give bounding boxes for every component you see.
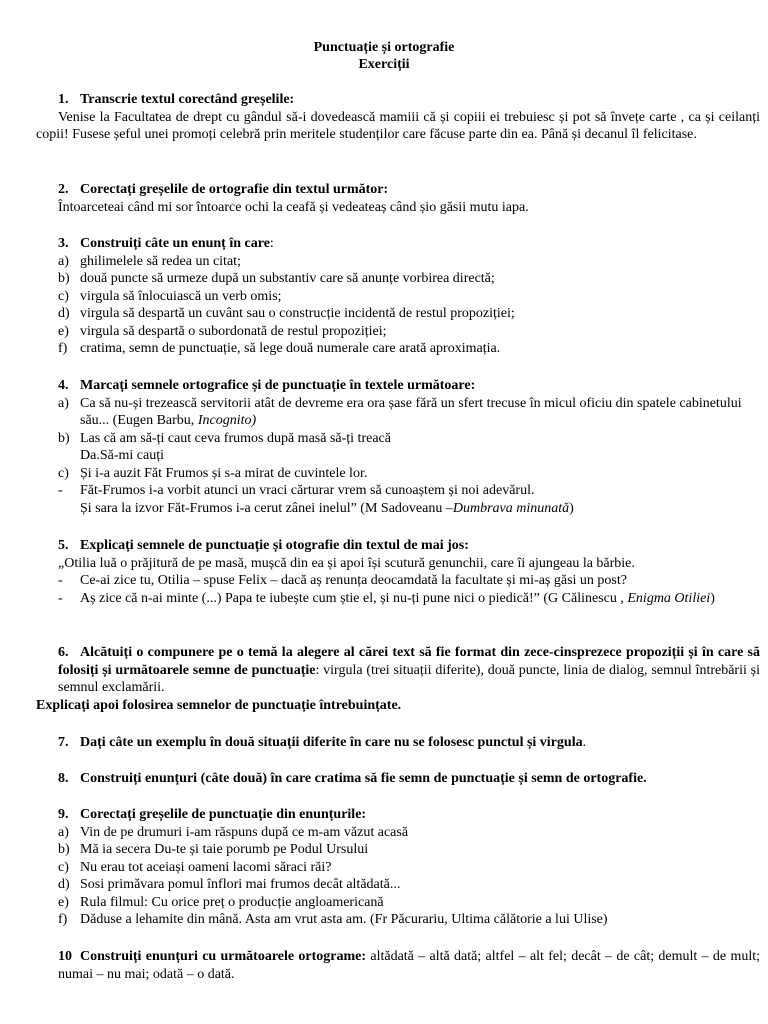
exercise-10-number: 10 xyxy=(58,949,72,964)
title-line-1: Punctuație și ortografie xyxy=(313,40,455,55)
list-text xyxy=(80,482,760,517)
exercise-2-heading xyxy=(58,181,760,199)
exercise-5-number: 5. xyxy=(58,538,69,553)
exercise-3-list xyxy=(58,253,760,358)
exercise-7-number: 7. xyxy=(58,735,69,750)
exercise-1-heading xyxy=(58,91,760,109)
exercise-6-line-2: Explicați apoi folosirea semnelor de punctuație întrebuințate. xyxy=(36,697,402,713)
list-item xyxy=(58,824,760,842)
exercise-8-heading-text: Construiți enunțuri (câte două) în care cratima să fie semn de punctuație și semn de ortografie. xyxy=(80,771,647,786)
exercise-4-number: 4. xyxy=(58,378,69,393)
list-item xyxy=(58,572,760,590)
quote-line: Da.Să-mi cauți xyxy=(80,448,164,463)
list-text: Rula filmul: Cu orice preț o producție angloamericană xyxy=(80,894,384,910)
list-text: Ce-ai zice tu, Otilia – spuse Felix – dacă aș renunța deocamdată la facultate și mi-aș găsi un post? xyxy=(80,573,627,588)
list-text: virgula să despartă un cuvânt sau o construcție incidentă de restul propoziției; xyxy=(80,306,515,321)
list-marker: b) xyxy=(58,271,70,286)
list-marker: a) xyxy=(58,395,69,411)
exercise-8-number: 8. xyxy=(58,771,69,786)
exercise-7-text xyxy=(58,734,760,752)
exercise-3 xyxy=(58,235,760,358)
list-text: Mă ia secera Du-te și taie porumb pe Podul Ursului xyxy=(80,842,369,857)
exercise-5-heading-text: Explicați semnele de punctuație și otografie din textul de mai jos: xyxy=(80,538,469,553)
list-marker: d) xyxy=(58,306,70,321)
exercise-10-rest: altădată – altă dată; altfel – alt fel; decât – de cât; demult – de mult; numai – nu mai; odată – o dată. xyxy=(58,949,761,982)
quote-line: Făt-Frumos i-a vorbit atunci un vraci cărturar vrem să cunoaștem și noi adevărul. xyxy=(80,483,535,498)
list-marker: c) xyxy=(58,859,69,875)
list-item xyxy=(58,876,760,894)
exercise-9-number: 9. xyxy=(58,807,69,822)
exercise-6-heading-text: Alcătuiți o compunere pe o temă la alegere al cărei text să fie format din zece-cinsprezece propoziții și în care să folosiți și următoarele semne de punctuație xyxy=(58,645,760,678)
list-item xyxy=(58,323,760,341)
exercise-8 xyxy=(58,770,760,788)
exercise-3-colon: : xyxy=(269,236,274,251)
list-item xyxy=(58,465,760,483)
document-title xyxy=(0,39,768,73)
exercise-6-number: 6. xyxy=(58,645,69,660)
list-marker: - xyxy=(58,483,63,498)
exercise-4-heading xyxy=(58,377,760,395)
list-text: Vin de pe drumuri i-am răspuns după ce m-am văzut acasă xyxy=(80,824,409,840)
exercise-3-heading xyxy=(58,235,760,253)
list-text xyxy=(80,430,760,465)
exercise-10-text xyxy=(58,948,760,983)
exercise-6 xyxy=(36,644,761,714)
exercise-1 xyxy=(36,91,760,144)
exercise-5-heading xyxy=(58,537,760,555)
quote-line: Și sara la izvor Făt-Frumos i-a cerut zânei inelul” (M Sadoveanu – xyxy=(80,500,453,516)
list-marker: - xyxy=(58,590,63,606)
title-line-2: Exerciții xyxy=(358,57,410,72)
exercise-7-heading-text: Dați câte un exemplu în două situații diferite în care nu se folosesc punctul și virgula xyxy=(80,735,583,750)
list-item xyxy=(58,894,760,912)
exercise-2-text: Întoarceteai când mi sor întoarce ochi la ceafă și vedeateaș când șio găsii mutu iapa. xyxy=(58,199,529,215)
exercise-1-heading-text: Transcrie textul corectând greșelile: xyxy=(80,92,295,107)
exercise-7-heading xyxy=(58,735,583,750)
exercise-4 xyxy=(58,377,760,517)
list-marker: d) xyxy=(58,877,70,892)
list-text: Sosi primăvara pomul înflori mai frumos decât altădată... xyxy=(80,877,401,892)
list-marker: a) xyxy=(58,253,69,269)
exercise-9-heading-text: Corectați greșelile de punctuație din enunțurile: xyxy=(80,807,367,822)
list-marker: a) xyxy=(58,824,69,840)
exercise-7 xyxy=(58,734,760,752)
list-text: ghilimelele să redea un citat; xyxy=(80,253,241,269)
quote-source: Dumbrava minunată xyxy=(452,500,570,516)
quote-text: Aș zice că n-ai minte (...) Papa te iubește cum știe el, și nu-ți pune nici o piedică!” (G Călinescu , xyxy=(80,590,628,606)
list-marker: f) xyxy=(58,341,68,356)
list-item xyxy=(58,841,760,859)
exercise-9-list xyxy=(58,824,760,929)
list-item xyxy=(58,482,760,517)
exercise-6-text xyxy=(58,644,760,697)
list-item xyxy=(58,340,760,358)
list-marker: e) xyxy=(58,894,69,910)
exercise-5 xyxy=(58,537,760,607)
quote-end: ) xyxy=(710,590,715,606)
list-text xyxy=(80,395,760,430)
list-text: Nu erau tot aceiași oameni lacomi săraci răi? xyxy=(80,859,332,875)
list-text: Dăduse a lehamite din mână. Asta am vrut asta am. (Fr Păcurariu, Ultima călătorie a lui Ulise) xyxy=(80,912,608,927)
quote-line: Las că am să-ți caut ceva frumos după masă să-ți treacă xyxy=(80,430,391,446)
list-marker: b) xyxy=(58,842,70,857)
exercise-2-heading-text: Corectați greșelile de ortografie din textul următor: xyxy=(80,182,389,197)
exercise-10-heading-text: Construiți enunțuri cu următoarele ortograme: xyxy=(80,949,367,964)
list-item xyxy=(58,430,760,465)
list-marker: c) xyxy=(58,465,69,481)
exercise-10-heading xyxy=(58,949,366,964)
list-item xyxy=(58,305,760,323)
exercise-9 xyxy=(58,806,760,929)
list-marker: c) xyxy=(58,288,69,304)
exercise-2-number: 2. xyxy=(58,182,69,197)
exercise-4-heading-text: Marcați semnele ortografice și de punctuație în textele următoare: xyxy=(80,378,476,393)
list-marker: f) xyxy=(58,912,68,927)
quote-source: Enigma Otiliei xyxy=(627,590,711,606)
list-text: virgula să înlocuiască un verb omis; xyxy=(80,288,282,304)
exercise-3-heading-text: Construiți câte un enunț în care xyxy=(80,236,270,251)
list-item xyxy=(58,270,760,288)
exercise-10 xyxy=(58,948,760,983)
list-text: virgula să despartă o subordonată de restul propoziției; xyxy=(80,323,387,339)
list-text: două puncte să urmeze după un substantiv care să anunțe vorbirea directă; xyxy=(80,271,495,286)
exercise-5-line: „Otilia luă o prăjitură de pe masă, mușcă din ea și apoi își scutură genunchii, care îi ajungeau la bărbie. xyxy=(58,555,635,571)
exercise-3-number: 3. xyxy=(58,236,69,251)
exercise-7-end: . xyxy=(582,735,587,750)
exercise-1-text: Venise la Facultatea de drept cu gândul să-i dovedească mamiii că și copiii ei trebuiesc și pot să învețe carte , ca și ceilanți copii! Fusese șeful unei promoți celebră prin meritele studenților care făcuse parte din ea. Până și decanul îl felicitase. xyxy=(36,109,760,142)
exercise-6-rest: : virgula (trei situații diferite), două puncte, linia de dialog, semnul întrebării și semnul exclamării. xyxy=(58,662,761,695)
exercise-2 xyxy=(58,181,760,216)
list-item xyxy=(58,395,760,430)
list-item xyxy=(58,288,760,306)
list-marker: e) xyxy=(58,323,69,339)
list-item xyxy=(58,590,760,608)
exercise-9-heading xyxy=(58,806,760,824)
list-marker: - xyxy=(58,573,63,588)
exercise-1-number: 1. xyxy=(58,92,69,107)
list-item xyxy=(58,253,760,271)
list-item xyxy=(58,859,760,877)
quote-source: Incognito) xyxy=(197,413,257,428)
quote-end: ) xyxy=(569,500,574,516)
list-text: cratima, semn de punctuație, să lege două numerale care arată aproximația. xyxy=(80,341,501,356)
list-text: Și i-a auzit Făt Frumos și s-a mirat de cuvintele lor. xyxy=(80,465,368,481)
list-text xyxy=(80,590,760,608)
exercise-8-heading xyxy=(58,770,760,788)
list-marker: b) xyxy=(58,430,70,446)
quote-text: Ca să nu-și trezească servitorii atât de devreme era ora șase fără un sfert trecuse în micul oficiu din spatele cabinetului său... (Eugen Barbu, xyxy=(80,395,742,428)
list-item xyxy=(58,911,760,929)
